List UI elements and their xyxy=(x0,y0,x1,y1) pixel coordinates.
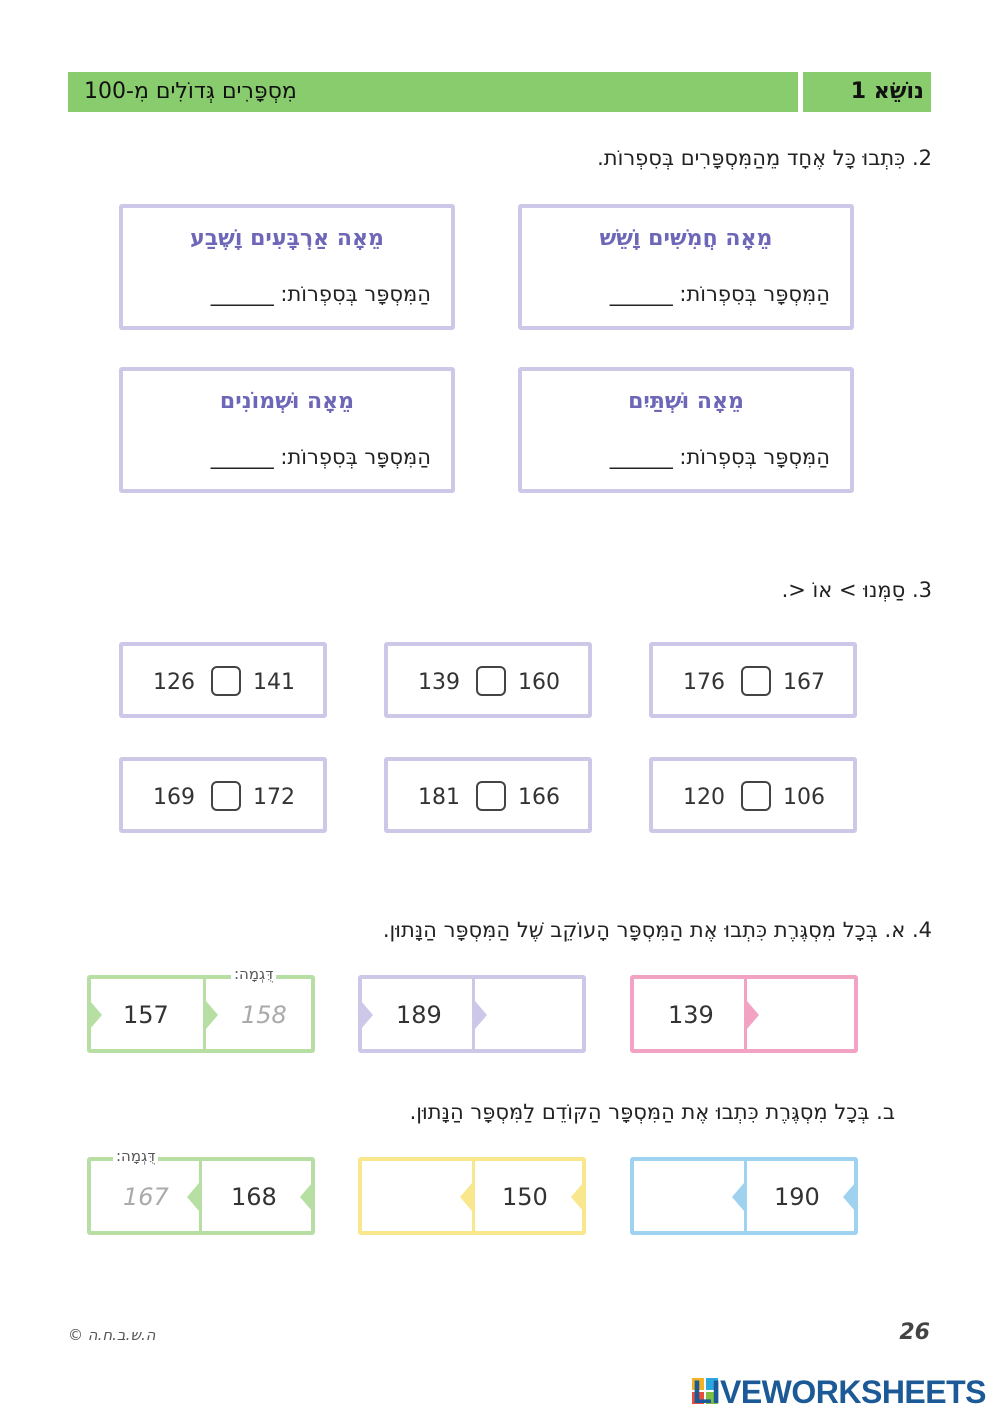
right-number: 167 xyxy=(783,670,825,695)
right-number: 166 xyxy=(518,785,560,810)
topic-label: נוֹשֵׂא 1 xyxy=(850,79,924,104)
predecessor-frame xyxy=(630,1157,858,1235)
compare-answer-box[interactable] xyxy=(211,781,241,811)
arrow-icon xyxy=(732,1183,744,1211)
compare-answer-box[interactable] xyxy=(476,781,506,811)
arrow-icon xyxy=(90,1001,102,1029)
compare-answer-box[interactable] xyxy=(476,666,506,696)
arrow-icon xyxy=(747,1001,759,1029)
given-number: 150 xyxy=(502,1183,548,1211)
answer-line[interactable]: הַמִּסְפָּר בְּסִפְרוֹת: ______ xyxy=(210,282,431,306)
compare-box xyxy=(649,757,857,833)
frame-divider xyxy=(199,1161,202,1231)
compare-box xyxy=(649,642,857,718)
arrow-icon xyxy=(206,1001,218,1029)
word-number-box xyxy=(518,367,854,493)
example-answer: 167 xyxy=(123,1183,169,1211)
arrow-icon xyxy=(300,1183,312,1211)
compare-box xyxy=(119,757,327,833)
answer-slot[interactable] xyxy=(760,983,850,1045)
left-number: 120 xyxy=(683,785,725,810)
question-2-text: 2. כִּתְבוּ כָּל אֶחָד מֵהַמִּסְפָּרִים בְּסִפְרוֹת. xyxy=(597,146,932,170)
arrow-icon xyxy=(460,1183,472,1211)
frame-divider xyxy=(472,1161,475,1231)
arrow-icon xyxy=(187,1183,199,1211)
arrow-icon xyxy=(361,1001,373,1029)
page-title: מִסְפָּרִים גְּדוֹלִים מִ-100 xyxy=(84,79,297,104)
arrow-icon xyxy=(475,1001,487,1029)
example-frame xyxy=(87,1147,315,1235)
right-number: 160 xyxy=(518,670,560,695)
arrow-icon xyxy=(843,1183,855,1211)
arrow-icon xyxy=(571,1183,583,1211)
example-answer: 158 xyxy=(241,1001,287,1029)
number-in-words: מֵאָה וּשְׁמוֹנִים xyxy=(219,389,355,414)
compare-box xyxy=(384,757,592,833)
question-3-text: 3. סַמְּנוּ > אוֹ <. xyxy=(781,578,932,602)
copyright-text: © ה.ש.ב.ח.ה xyxy=(68,1326,156,1344)
given-number: 190 xyxy=(774,1183,820,1211)
example-label: דֻּגְמָה: xyxy=(231,965,276,983)
given-number: 189 xyxy=(396,1001,442,1029)
example-frame xyxy=(87,965,315,1053)
compare-box xyxy=(384,642,592,718)
question-4a-text: 4. א. בְּכָל מִסְגֶּרֶת כִּתְבוּ אֶת הַמִּסְפָּר הָעוֹקֵב שֶׁל הַמִּסְפָּר הַנָּתוּן. xyxy=(382,918,932,942)
answer-line[interactable]: הַמִּסְפָּר בְּסִפְרוֹת: ______ xyxy=(210,445,431,469)
successor-frame xyxy=(630,975,858,1053)
frame-divider xyxy=(744,1161,747,1231)
right-number: 172 xyxy=(253,785,295,810)
predecessor-frame xyxy=(358,1157,586,1235)
left-number: 169 xyxy=(153,785,195,810)
brand-name[interactable]: LIVEWORKSHEETS xyxy=(692,1374,986,1410)
number-in-words: מֵאָה אַרְבָּעִים וָשֶׁבַע xyxy=(190,226,384,251)
answer-slot[interactable] xyxy=(366,1165,456,1227)
compare-box xyxy=(119,642,327,718)
given-number: 168 xyxy=(231,1183,277,1211)
compare-answer-box[interactable] xyxy=(741,781,771,811)
right-number: 106 xyxy=(783,785,825,810)
left-number: 176 xyxy=(683,670,725,695)
word-number-box xyxy=(119,367,455,493)
question-4b-text: ב. בְּכָל מִסְגֶּרֶת כִּתְבוּ אֶת הַמִּסְפָּר הַקּוֹדֵם לַמִּסְפָּר הַנָּתוּן. xyxy=(409,1100,895,1124)
successor-frame xyxy=(358,975,586,1053)
answer-line[interactable]: הַמִּסְפָּר בְּסִפְרוֹת: ______ xyxy=(609,445,830,469)
page-number: 26 xyxy=(899,1320,930,1345)
word-number-box xyxy=(119,204,455,330)
word-number-box xyxy=(518,204,854,330)
answer-slot[interactable] xyxy=(488,983,578,1045)
given-number: 157 xyxy=(123,1001,169,1029)
answer-slot[interactable] xyxy=(638,1165,728,1227)
given-number: 139 xyxy=(668,1001,714,1029)
left-number: 181 xyxy=(418,785,460,810)
left-number: 126 xyxy=(153,670,195,695)
compare-answer-box[interactable] xyxy=(741,666,771,696)
left-number: 139 xyxy=(418,670,460,695)
right-number: 141 xyxy=(253,670,295,695)
number-in-words: מֵאָה וּשְׁתַּיִם xyxy=(628,389,744,414)
example-label: דֻּגְמָה: xyxy=(113,1147,158,1165)
compare-answer-box[interactable] xyxy=(211,666,241,696)
answer-line[interactable]: הַמִּסְפָּר בְּסִפְרוֹת: ______ xyxy=(609,282,830,306)
number-in-words: מֵאָה חֲמִשִּׁים וָשֵׁשׁ xyxy=(599,226,773,251)
